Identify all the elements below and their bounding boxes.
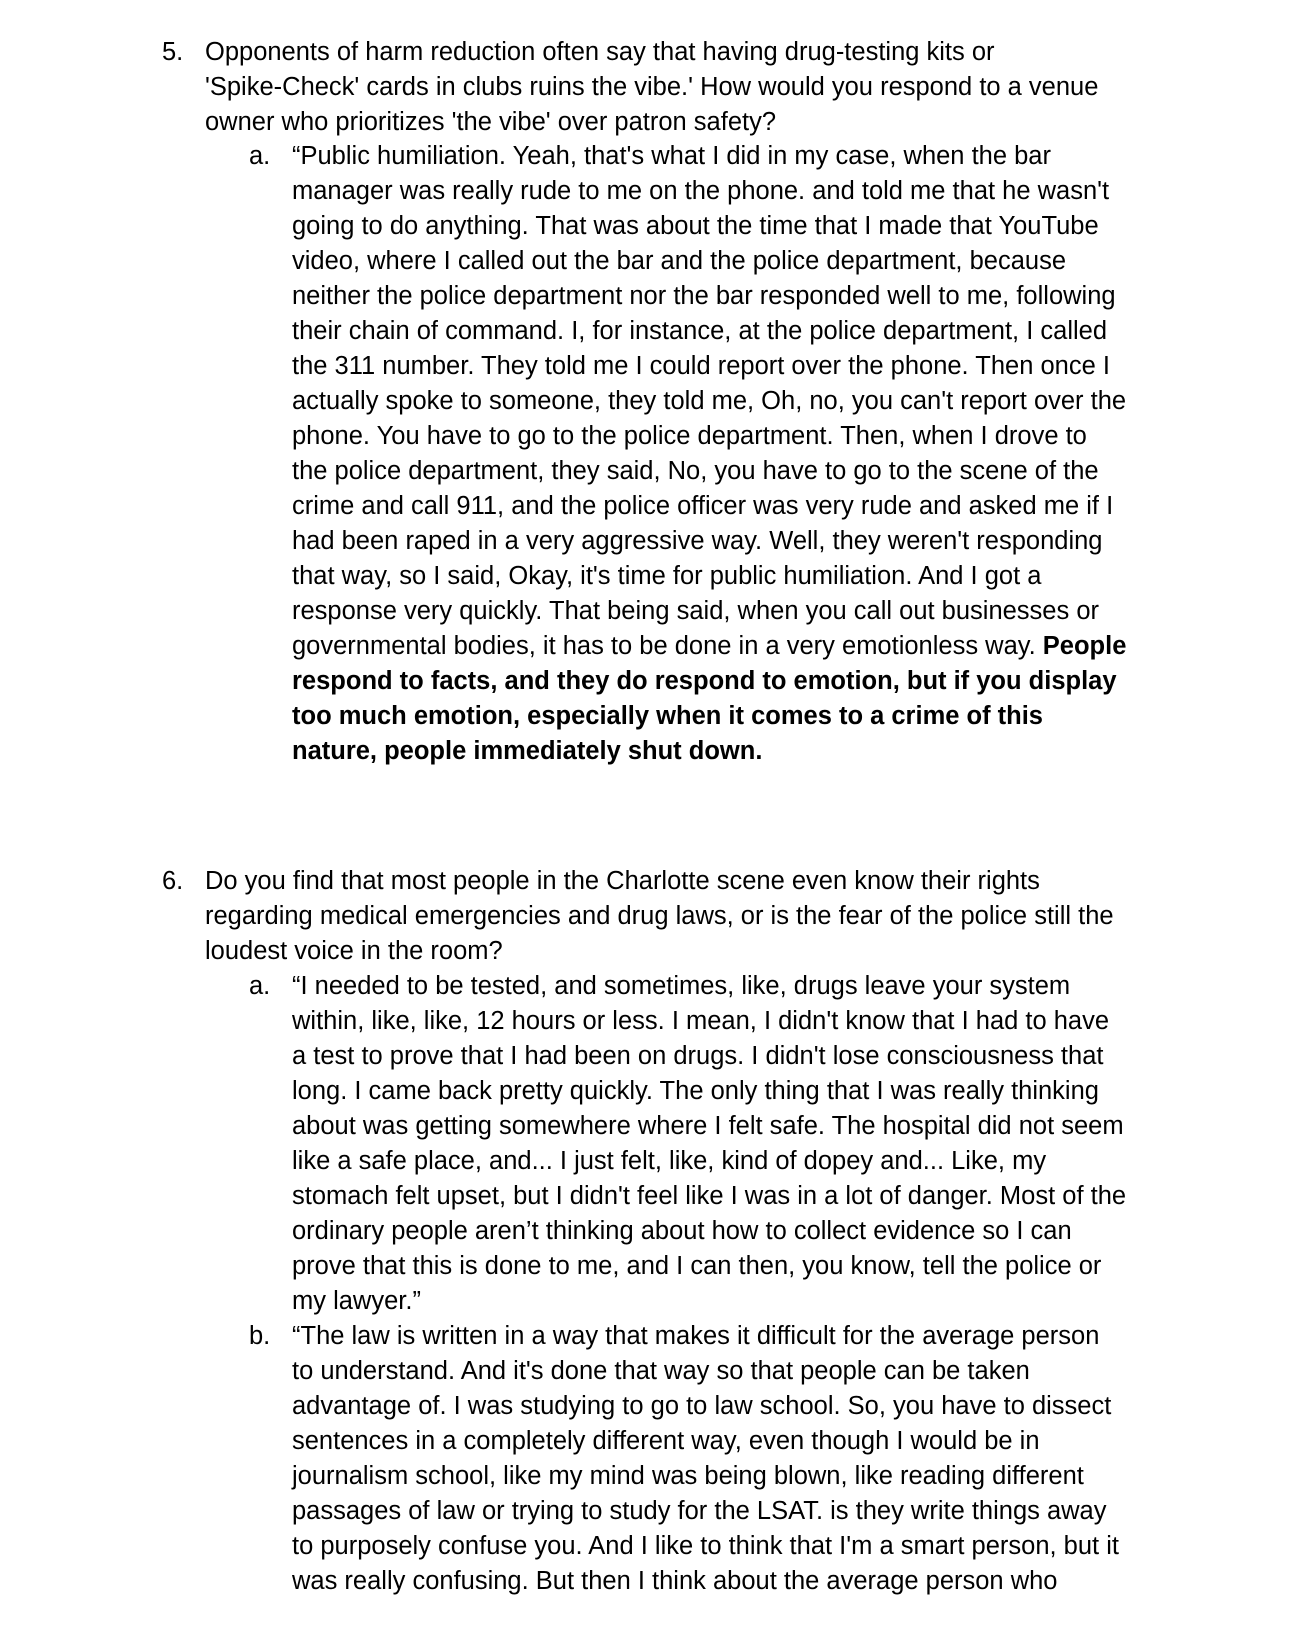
answer-line: actually spoke to someone, they told me, Oh, no, you can't report over the (292, 387, 1127, 415)
answer-line: like a safe place, and... I just felt, like, kind of dopey and... Like, my (292, 1147, 1047, 1175)
answer-line: advantage of. I was studying to go to law school. So, you have to dissect (292, 1392, 1112, 1420)
answer-label: a. (249, 142, 271, 170)
question-line: loudest voice in the room? (205, 937, 503, 965)
answer-bold-line: respond to facts, and they do respond to emotion, but if you display (292, 667, 1117, 695)
answer-line: was really confusing. But then I think about the average person who (292, 1567, 1058, 1595)
answer-line: stomach felt upset, but I didn't feel like I was in a lot of danger. Most of the (292, 1182, 1127, 1210)
answer-line: “I needed to be tested, and sometimes, like, drugs leave your system (292, 972, 1071, 1000)
answer-line: long. I came back pretty quickly. The only thing that I was really thinking (292, 1077, 1099, 1105)
answer-line: had been raped in a very aggressive way. Well, they weren't responding (292, 527, 1103, 555)
answer-line: video, where I called out the bar and the police department, because (292, 247, 1067, 275)
answer-text-bold: People (1042, 632, 1127, 660)
answer-line: within, like, like, 12 hours or less. I mean, I didn't know that I had to have (292, 1007, 1110, 1035)
answer-text (292, 139, 1172, 769)
answer-line: my lawyer.” (292, 1287, 421, 1315)
answer-line: to purposely confuse you. And I like to think that I'm a smart person, but it (292, 1532, 1119, 1560)
answer-line: response very quickly. That being said, when you call out businesses or (292, 597, 1099, 625)
answer-text (292, 969, 1172, 1319)
answer-line: to understand. And it's done that way so that people can be taken (292, 1357, 1030, 1385)
answer-label: b. (249, 1322, 271, 1350)
answer-text-normal: governmental bodies, it has to be done in a very emotionless way. (292, 632, 1043, 660)
answer-line: a test to prove that I had been on drugs. I didn't lose consciousness that (292, 1042, 1104, 1070)
answer-bold-line: nature, people immediately shut down. (292, 737, 763, 765)
answer-line: phone. You have to go to the police department. Then, when I drove to (292, 422, 1087, 450)
question-line: regarding medical emergencies and drug laws, or is the fear of the police still the (205, 902, 1114, 930)
answer-line: neither the police department nor the bar responded well to me, following (292, 282, 1116, 310)
question-text (205, 35, 1165, 140)
answer-line: “The law is written in a way that makes it difficult for the average person (292, 1322, 1100, 1350)
question-number: 6. (162, 867, 184, 895)
answer-line: passages of law or trying to study for the LSAT. is they write things away (292, 1497, 1107, 1525)
answer-line: about was getting somewhere where I felt safe. The hospital did not seem (292, 1112, 1124, 1140)
answer-bold-line: too much emotion, especially when it comes to a crime of this (292, 702, 1043, 730)
answer-line: sentences in a completely different way, even though I would be in (292, 1427, 1040, 1455)
answer-mixed-line (292, 629, 1172, 664)
question-number: 5. (162, 38, 184, 66)
answer-line: journalism school, like my mind was being blown, like reading different (292, 1462, 1084, 1490)
answer-text (292, 1319, 1172, 1599)
question-line: Opponents of harm reduction often say that having drug-testing kits or (205, 38, 995, 66)
answer-label: a. (249, 972, 271, 1000)
answer-line: the police department, they said, No, you have to go to the scene of the (292, 457, 1099, 485)
answer-line: manager was really rude to me on the phone. and told me that he wasn't (292, 177, 1110, 205)
answer-line: crime and call 911, and the police officer was very rude and asked me if I (292, 492, 1114, 520)
answer-line: prove that this is done to me, and I can then, you know, tell the police or (292, 1252, 1102, 1280)
question-line: owner who prioritizes 'the vibe' over patron safety? (205, 108, 777, 136)
answer-line: “Public humiliation. Yeah, that's what I did in my case, when the bar (292, 142, 1051, 170)
answer-line: their chain of command. I, for instance, at the police department, I called (292, 317, 1108, 345)
question-line: 'Spike-Check' cards in clubs ruins the vibe.' How would you respond to a venue (205, 73, 1099, 101)
answer-line: ordinary people aren’t thinking about how to collect evidence so I can (292, 1217, 1072, 1245)
answer-line: the 311 number. They told me I could report over the phone. Then once I (292, 352, 1110, 380)
answer-line: that way, so I said, Okay, it's time for public humiliation. And I got a (292, 562, 1042, 590)
question-line: Do you find that most people in the Charlotte scene even know their rights (205, 867, 1040, 895)
question-text (205, 864, 1165, 969)
answer-line: going to do anything. That was about the time that I made that YouTube (292, 212, 1099, 240)
